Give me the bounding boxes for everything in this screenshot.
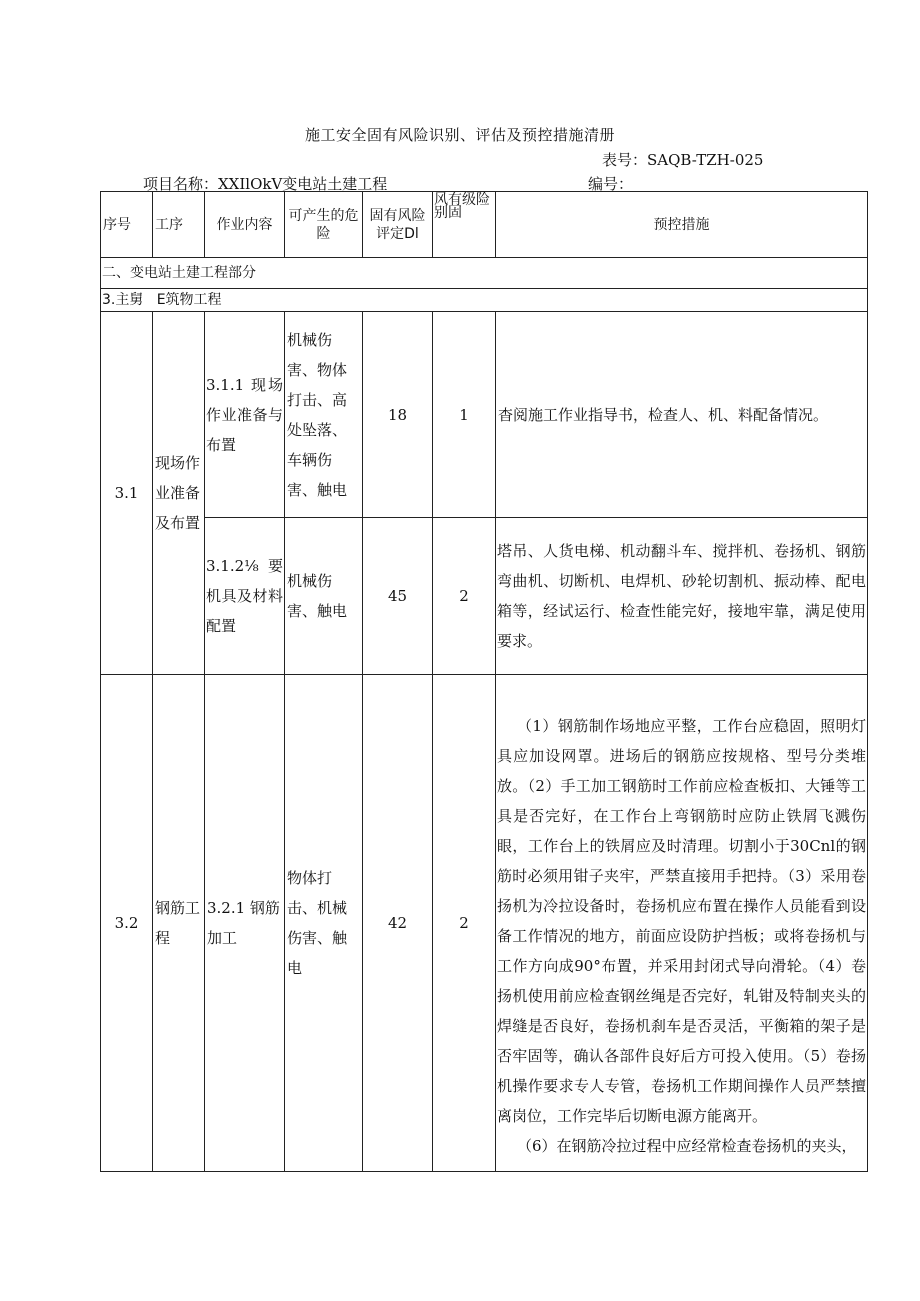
- row-content: 3.1.2⅛要机具及材料配置: [205, 518, 285, 675]
- measures-text: （1）钢筋制作场地应平整，工作台应稳固，照明灯具应加设网罩。进场后的钢筋应按规格、型号分类堆放。（2）手工加工钢筋时工作前应检查板扣、大锤等工具是否完好，在工作台上弯钢筋时应防止铁屑飞溅伤眼，工作台上的铁屑应及时清理。切割小于30Cnl的钢筋时必须用钳子夹牢，严禁直接用手把持。（3）采用卷扬机为冷拉设备时，卷扬机应布置在操作人员能看到设备工作情况的地方，前面应设防护挡板；或将卷扬机与工作方向成90°布置，并采用封闭式导向滑轮。（4）卷扬机使用前应检查钢丝绳是否完好，轧钳及特制夹头的焊缝是否良好，卷扬机刹车是否灵活，平衡箱的架子是否牢固等，确认各部件良好后方可投入使用。（5）卷扬机操作要求专人专管，卷扬机工作期间操作人员严禁擅离岗位，工作完毕后切断电源方能离开。: [497, 717, 866, 1125]
- row-measures: 塔吊、人货电梯、机动翻斗车、搅拌机、卷扬机、钢筋弯曲机、切断机、电焊机、砂轮切割机、振动棒、配电箱等，经试运行、检查性能完好，接地牢靠，满足使用要求。: [496, 518, 868, 675]
- header-row: [101, 192, 868, 258]
- row-score: 42: [363, 675, 433, 1172]
- row-level: 1: [433, 312, 496, 518]
- document-title: 施工安全固有风险识别、评估及预控措施清册: [304, 126, 615, 144]
- subsection-title: 3.主舅 E筑物工程: [101, 289, 868, 312]
- header-process: 工序: [153, 192, 205, 258]
- row-hazard: 机械伤害、物体打击、高处坠落、车辆伤害、触电: [285, 312, 363, 518]
- row-level: 2: [433, 518, 496, 675]
- measures-continuation: （6）在钢筋冷拉过程中应经常检查卷扬机的夹头，: [517, 1137, 857, 1155]
- row-content: 3.2.1 钢筋加工: [205, 675, 285, 1172]
- row-seq: 3.1: [101, 312, 153, 675]
- section-row: [101, 258, 868, 289]
- serial-number-label: 编号：: [588, 175, 634, 193]
- table-row: [101, 312, 868, 518]
- row-level: 2: [433, 675, 496, 1172]
- row-content: 3.1.1 现场作业准备与布置: [205, 312, 285, 518]
- table-row: [101, 518, 868, 675]
- row-score: 18: [363, 312, 433, 518]
- table-row: [101, 675, 868, 1172]
- header-seq: 序号: [101, 192, 153, 258]
- row-hazard: 机械伤害、触电: [285, 518, 363, 675]
- header-score: 固有风险评定Dl: [363, 192, 433, 258]
- row-measures: 杳阅施工作业指导书，检查人、机、料配备情况。: [496, 312, 868, 518]
- risk-table: [100, 191, 868, 1172]
- row-hazard: 物体打击、机械伤害、触电: [285, 675, 363, 1172]
- subsection-row: [101, 289, 868, 312]
- form-number: 表号：SAQB-TZH-025: [602, 151, 764, 169]
- row-process: 钢筋工程: [153, 675, 205, 1172]
- header-content: 作业内容: [205, 192, 285, 258]
- row-measures: [496, 675, 868, 1172]
- header-hazard: 可产生的危险: [285, 192, 363, 258]
- row-process: 现场作业准备及布置: [153, 312, 205, 675]
- header-measures: 预控措施: [496, 192, 868, 258]
- row-score: 45: [363, 518, 433, 675]
- row-seq: 3.2: [101, 675, 153, 1172]
- project-name: 项目名称：XXIlOkV变电站土建工程: [143, 175, 388, 193]
- header-level: 风有级险别固: [433, 192, 496, 258]
- section-title: 二、变电站土建工程部分: [101, 258, 868, 289]
